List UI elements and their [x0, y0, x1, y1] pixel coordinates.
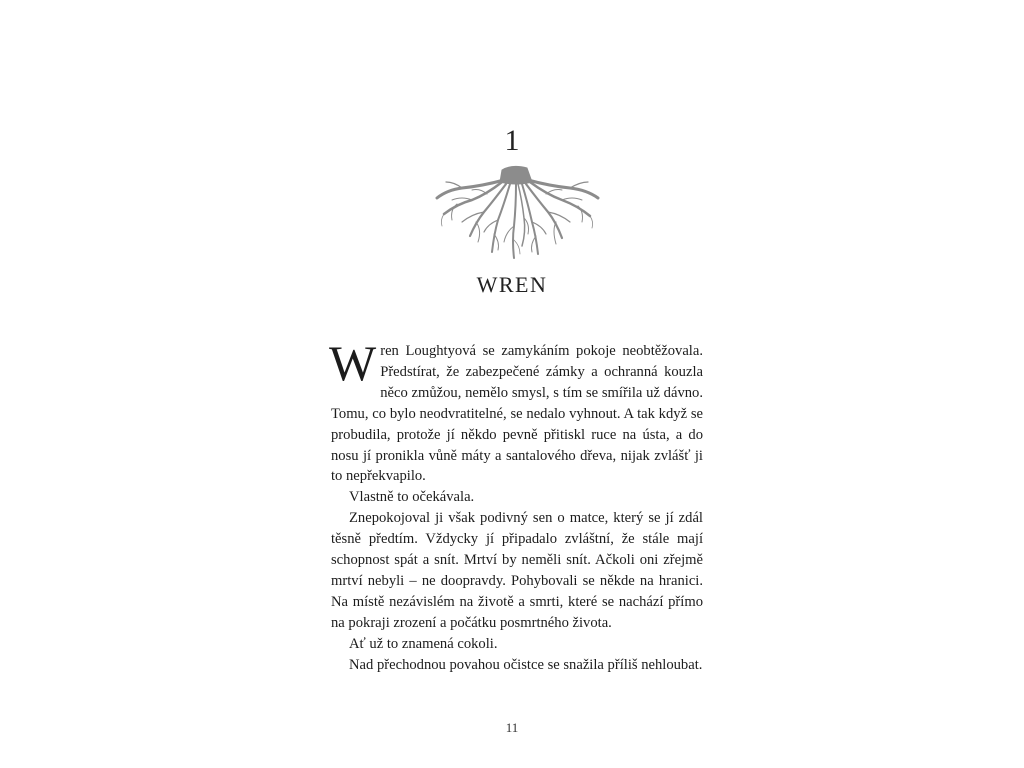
- drop-cap: W: [329, 335, 377, 391]
- tree-roots-icon: [432, 160, 602, 260]
- paragraph-1-text: ren Loughtyová se zamykáním pokoje neobtěžovala. Předstírat, že zabezpečené zámky a ochranná kouzla něco zmůžou, nemělo smysl, s tím se smířila už dávno. Tomu, co bylo neodvratitelné, se nedalo vyhnout. A tak když se probudila, protože jí někdo pevně přitiskl ruce na ústa, a do nosu jí pronikla vůně máty a santalového dřeva, nijak zvlášť ji to nepřekvapilo.: [331, 343, 703, 485]
- chapter-title: WREN: [476, 272, 548, 297]
- paragraph-3: Znepokojoval ji však podivný sen o matce, který se jí zdál těsně předtím. Vždycky jí připadalo zvláštní, že stále mají schopnost spát a snít. Mrtví by neměli snít. Ačkoli oni zřejmě mrtví nebyli – ne doopravdy. Pohybovali se někde na hranici. Na místě nezávislém na životě a smrti, které se nachází přímo na pokraji zrození a počátku posmrtného života.: [331, 510, 703, 631]
- paragraph-5: Nad přechodnou povahou očistce se snažila příliš nehloubat.: [349, 656, 703, 673]
- chapter-number: 1: [504, 124, 520, 157]
- paragraph-1: [329, 335, 703, 487]
- chapter-body: [329, 335, 703, 676]
- paragraph-4: Ať už to znamená cokoli.: [349, 635, 498, 652]
- page-number: 11: [505, 720, 519, 735]
- paragraph-2: Vlastně to očekávala.: [349, 489, 475, 506]
